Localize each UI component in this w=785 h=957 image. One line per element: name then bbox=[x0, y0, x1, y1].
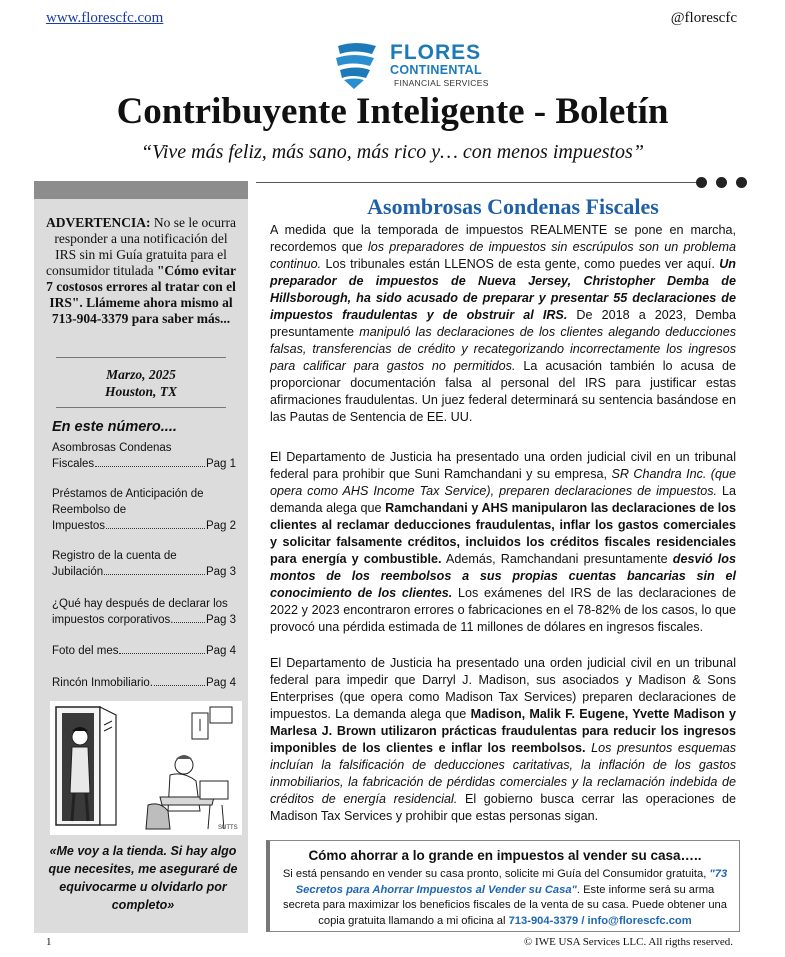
toc-item-title: ¿Qué hay después de declarar los bbox=[52, 598, 228, 610]
cartoon-caption: «Me voy a la tienda. Si hay algo que necesites, me aseguraré de equivocarme u olvidarlo por completo» bbox=[48, 844, 238, 912]
article-title: Asombrosas Condenas Fiscales bbox=[367, 194, 659, 219]
toc-item-title: Reembolso de bbox=[52, 504, 127, 516]
warning-call-to-action: "Cómo evitar 7 costosos errores al tratar con el IRS". Llámeme ahora mismo al 713-904-3379 para saber más... bbox=[46, 263, 237, 326]
toc-item[interactable] bbox=[52, 596, 236, 628]
toc-item[interactable] bbox=[52, 643, 236, 659]
article-paragraph: El Departamento de Justicia ha presentado una orden judicial civil en un tribunal federal para impedir que Darryl J. Madison, sus asociados y Madison & Sons Enterprises (que opera como Madison Tax Services) preparen declaraciones de impuestos. La demanda alega que Madison, Malik F. Eugene, Yvette Madison y Marlesa J. Brown utilizaron prácticas fraudulentas para reducir los ingresos imponibles de los clientes e inflar los reembolsos. Los presuntos esquemas incluían la falsificación de deducciones caritativas, la inflación de los gastos inmobiliarios, la fabricación de pérdidas comerciales y la reclamación indebida de créditos de energía residencial. El gobierno busca cerrar las operaciones de Madison Tax Services y prohibir que estas personas sigan. bbox=[270, 656, 737, 823]
toc-item-title: Foto del mes bbox=[52, 645, 119, 657]
toc-item-title: Rincón Inmobiliario. bbox=[52, 677, 153, 689]
page-number: 1 bbox=[46, 936, 52, 948]
website-link[interactable]: www.florescfc.com bbox=[46, 10, 164, 26]
copyright-notice: © IWE USA Services LLC. All rigths reserved. bbox=[523, 936, 733, 948]
toc-item-page: Pag 3 bbox=[205, 614, 236, 626]
warning-label: ADVERTENCIA: bbox=[45, 215, 151, 230]
toc-item-page: Pag 2 bbox=[205, 520, 236, 532]
article-paragraph: A medida que la temporada de impuestos REALMENTE se pone en marcha, recordemos que los preparadores de impuestos sin escrúpulos son un problema continuo. Los tribunales están LLENOS de esta gente, como puedes ver aquí. Un preparador de impuestos de Nueva Jersey, Christopher Demba de Hillsborough, ha sido acusado de preparar y presentar 55 declaraciones de impuestos fraudulentas y de obstruir al IRS. De 2018 a 2023, Demba presuntamente manipuló las declaraciones de los clientes alegando deducciones falsas, transferencias de crédito y recategorizando incorrectamente los ingresos para calificar para gastos no permitidos. La acusación también lo acusa de proporcionar documentación falsa al personal del IRS para justificar estas afirmaciones fraudulentas. Un juez federal determinará su sentencia basándose en las Pautas de Sentencia de EE. UU. bbox=[270, 223, 736, 424]
toc-item-page: Pag 4 bbox=[205, 677, 236, 689]
issue-date bbox=[34, 366, 248, 400]
issue-location: Houston, TX bbox=[104, 384, 178, 399]
newsletter-title: Contribuyente Inteligente - Boletín bbox=[116, 91, 669, 132]
toc-heading: En este número.... bbox=[52, 419, 177, 435]
toc-item[interactable] bbox=[52, 440, 236, 472]
sidebar-divider bbox=[56, 357, 226, 358]
sidebar-header-bar bbox=[34, 181, 248, 199]
logo-flag-icon bbox=[334, 40, 380, 90]
article-paragraph: El Departamento de Justicia ha presentado una orden judicial civil en un tribunal federal para prohibir que Suni Ramchandani y su empresa, SR Chandra Inc. (que opera como AHS Income Tax Service), preparen declaraciones de impuestos. La demanda alega que Ramchandani y AHS manipularon las declaraciones de los clientes al reclamar deducciones fraudulentas, inflar los gastos comerciales y solicitar falsamente créditos, incluidos los créditos fiscales residenciales para energía y combustible. Además, Ramchandani presuntamente desvió los montos de los reembolsos a sus propias cuentas bancarias sin el conocimiento de los clientes. Los exámenes del IRS de las declaraciones de 2022 y 2023 encontraron errores o fabricaciones en el 78-82% de los casos, lo que provocó una pérdida estimada de 11 millones de dólares en ingresos fiscales. bbox=[270, 450, 737, 634]
sidebar-divider bbox=[56, 407, 226, 408]
logo-text-flores: FLORES bbox=[390, 41, 482, 64]
toc-item-title: Impuestos bbox=[52, 520, 106, 532]
decorative-dot-icon bbox=[736, 177, 747, 188]
promo-body: Si está pensando en vender su casa pronto, solicite mi Guía del Consumidor gratuita, "73 Secretos para Ahorrar Impuestos al Vender su Casa". Este informe será su arma secreta para maximizar los beneficios fiscales de la venta de su casa. Puede obtener una copia gratuita llamando a mi oficina al 713-904-3379 / info@florescfc.com bbox=[282, 868, 728, 927]
toc-item[interactable] bbox=[52, 675, 236, 691]
toc-item-title: Asombrosas Condenas bbox=[52, 442, 172, 454]
toc-item-title: impuestos corporativos. bbox=[52, 614, 174, 626]
issue-month: Marzo, 2025 bbox=[106, 367, 176, 382]
logo-text-continental: CONTINENTAL bbox=[390, 63, 482, 77]
warning-text: No se le ocurra responder a una notificación del IRS sin mi Guía gratuita para el consumidor titulada bbox=[45, 215, 236, 278]
toc-item-title: Préstamos de Anticipación de bbox=[52, 488, 204, 500]
cartoon-image bbox=[50, 701, 242, 835]
toc-item-title: Registro de la cuenta de bbox=[52, 550, 177, 562]
toc-item[interactable] bbox=[52, 548, 236, 580]
social-handle: @florescfc bbox=[670, 10, 737, 26]
company-logo bbox=[334, 40, 514, 90]
sidebar bbox=[34, 181, 248, 933]
toc-item-page: Pag 4 bbox=[205, 645, 236, 657]
logo-text-financial: FINANCIAL SERVICES bbox=[394, 78, 489, 88]
newsletter-tagline: “Vive más feliz, más sano, más rico y… con menos impuestos” bbox=[141, 141, 644, 163]
toc-item-page: Pag 3 bbox=[205, 566, 236, 578]
cartoon-signature: SUTTS bbox=[218, 825, 238, 831]
promo-guide-title: "73 Secretos para Ahorrar Impuestos al Vender su Casa" bbox=[295, 868, 728, 896]
decorative-dot-icon bbox=[716, 177, 727, 188]
decorative-dot-icon bbox=[696, 177, 707, 188]
promo-contact-link[interactable]: 713-904-3379 / info@florescfc.com bbox=[508, 914, 692, 927]
toc-item[interactable] bbox=[52, 486, 236, 534]
cartoon-drawing bbox=[50, 701, 242, 835]
promo-title: Cómo ahorrar a lo grande en impuestos al vender su casa….. bbox=[308, 848, 702, 863]
home-sale-promo-box bbox=[266, 840, 740, 932]
irs-warning-notice bbox=[44, 215, 238, 327]
toc-item-title: Fiscales bbox=[52, 458, 95, 470]
article-top-rule bbox=[256, 182, 696, 183]
toc-item-title: Jubilación bbox=[52, 566, 104, 578]
toc-item-page: Pag 1 bbox=[205, 458, 236, 470]
